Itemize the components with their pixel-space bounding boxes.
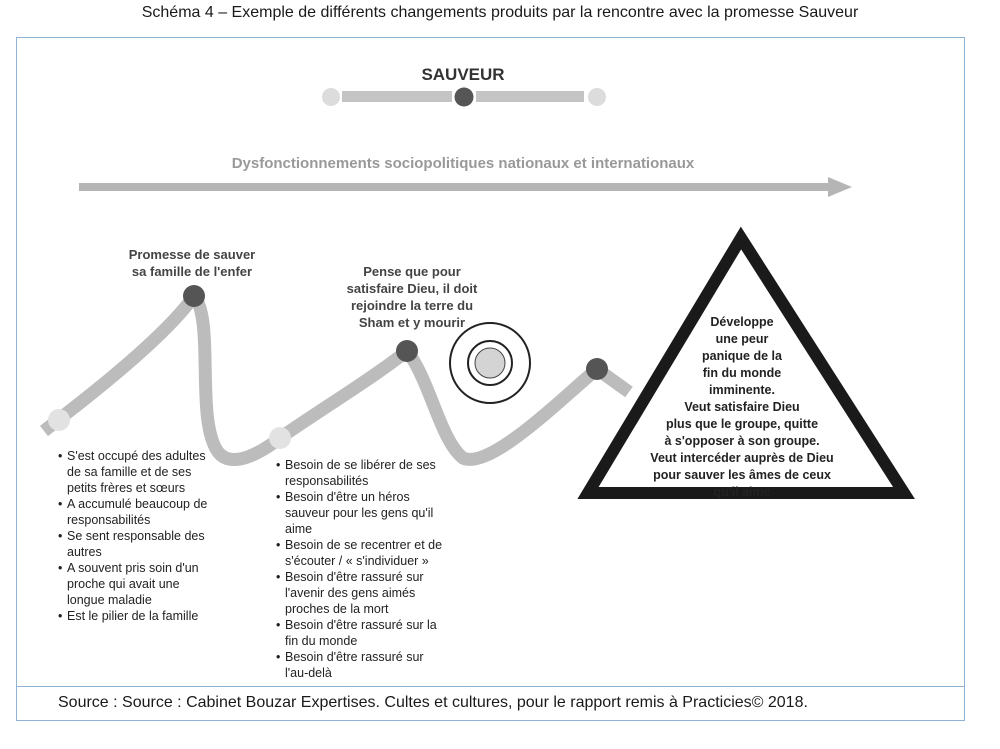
figure-caption: Schéma 4 – Exemple de différents changements produits par la rencontre avec la promesse Sauveur xyxy=(141,4,859,21)
axis-label: Dysfonctionnements sociopolitiques nationaux et internationaux xyxy=(231,155,695,172)
list-item: • Besoin d'être rassuré sur la fin du monde xyxy=(276,617,446,649)
source-note: Source : Source : Cabinet Bouzar Expertises. Cultes et cultures, pour le rapport remis à Practicies© 2018. xyxy=(58,694,808,711)
timeline-node-icon xyxy=(396,340,418,362)
timeline-node-icon xyxy=(48,409,70,431)
milestone-label-2: Pense que pour satisfaire Dieu, il doit rejoindre la terre du Sham et y mourir xyxy=(346,264,478,330)
list-item: • Besoin de se libérer de ses responsabilités xyxy=(276,457,446,489)
list-item: • Besoin d'être rassuré sur l'avenir des gens aimés proches de la mort xyxy=(276,569,446,617)
list-needs xyxy=(276,457,446,681)
sauveur-title: SAUVEUR xyxy=(421,65,505,84)
arrow-right-icon xyxy=(828,177,852,197)
milestone-label-1: Promesse de sauver sa famille de l'enfer xyxy=(128,247,256,279)
slider-node-center xyxy=(455,88,474,107)
axis-arrow-shaft xyxy=(79,183,831,191)
list-traits xyxy=(58,448,208,624)
list-item: • A accumulé beaucoup de responsabilités xyxy=(58,496,208,528)
slider-track-left xyxy=(342,91,452,102)
list-item: • A souvent pris soin d'un proche qui avait une longue maladie xyxy=(58,560,208,608)
list-item: • Est le pilier de la famille xyxy=(58,608,208,624)
timeline-node-icon xyxy=(269,427,291,449)
target-circle-icon xyxy=(450,323,530,403)
list-item: • Besoin d'être un héros sauveur pour les gens qu'il aime xyxy=(276,489,446,537)
list-item: • Besoin d'être rassuré sur l'au-delà xyxy=(276,649,446,681)
list-item: • Se sent responsable des autres xyxy=(58,528,208,560)
timeline-node-icon xyxy=(586,358,608,380)
list-item: • S'est occupé des adultes de sa famille et de ses petits frères et sœurs xyxy=(58,448,208,496)
source-divider xyxy=(16,686,965,687)
list-item: • Besoin de se recentrer et de s'écouter / « s'individuer » xyxy=(276,537,446,569)
slider-track-right xyxy=(476,91,584,102)
timeline-node-icon xyxy=(183,285,205,307)
slider-node-left xyxy=(322,88,340,106)
slider-node-right xyxy=(588,88,606,106)
triangle-text: Développe une peur panique de la fin du monde imminente. Veut satisfaire Dieu plus que le groupe, quitte à s'opposer à son groupe. Veut intercéder auprès de Dieu pour sauver les âmes de ceux qu'il aime xyxy=(650,315,834,499)
